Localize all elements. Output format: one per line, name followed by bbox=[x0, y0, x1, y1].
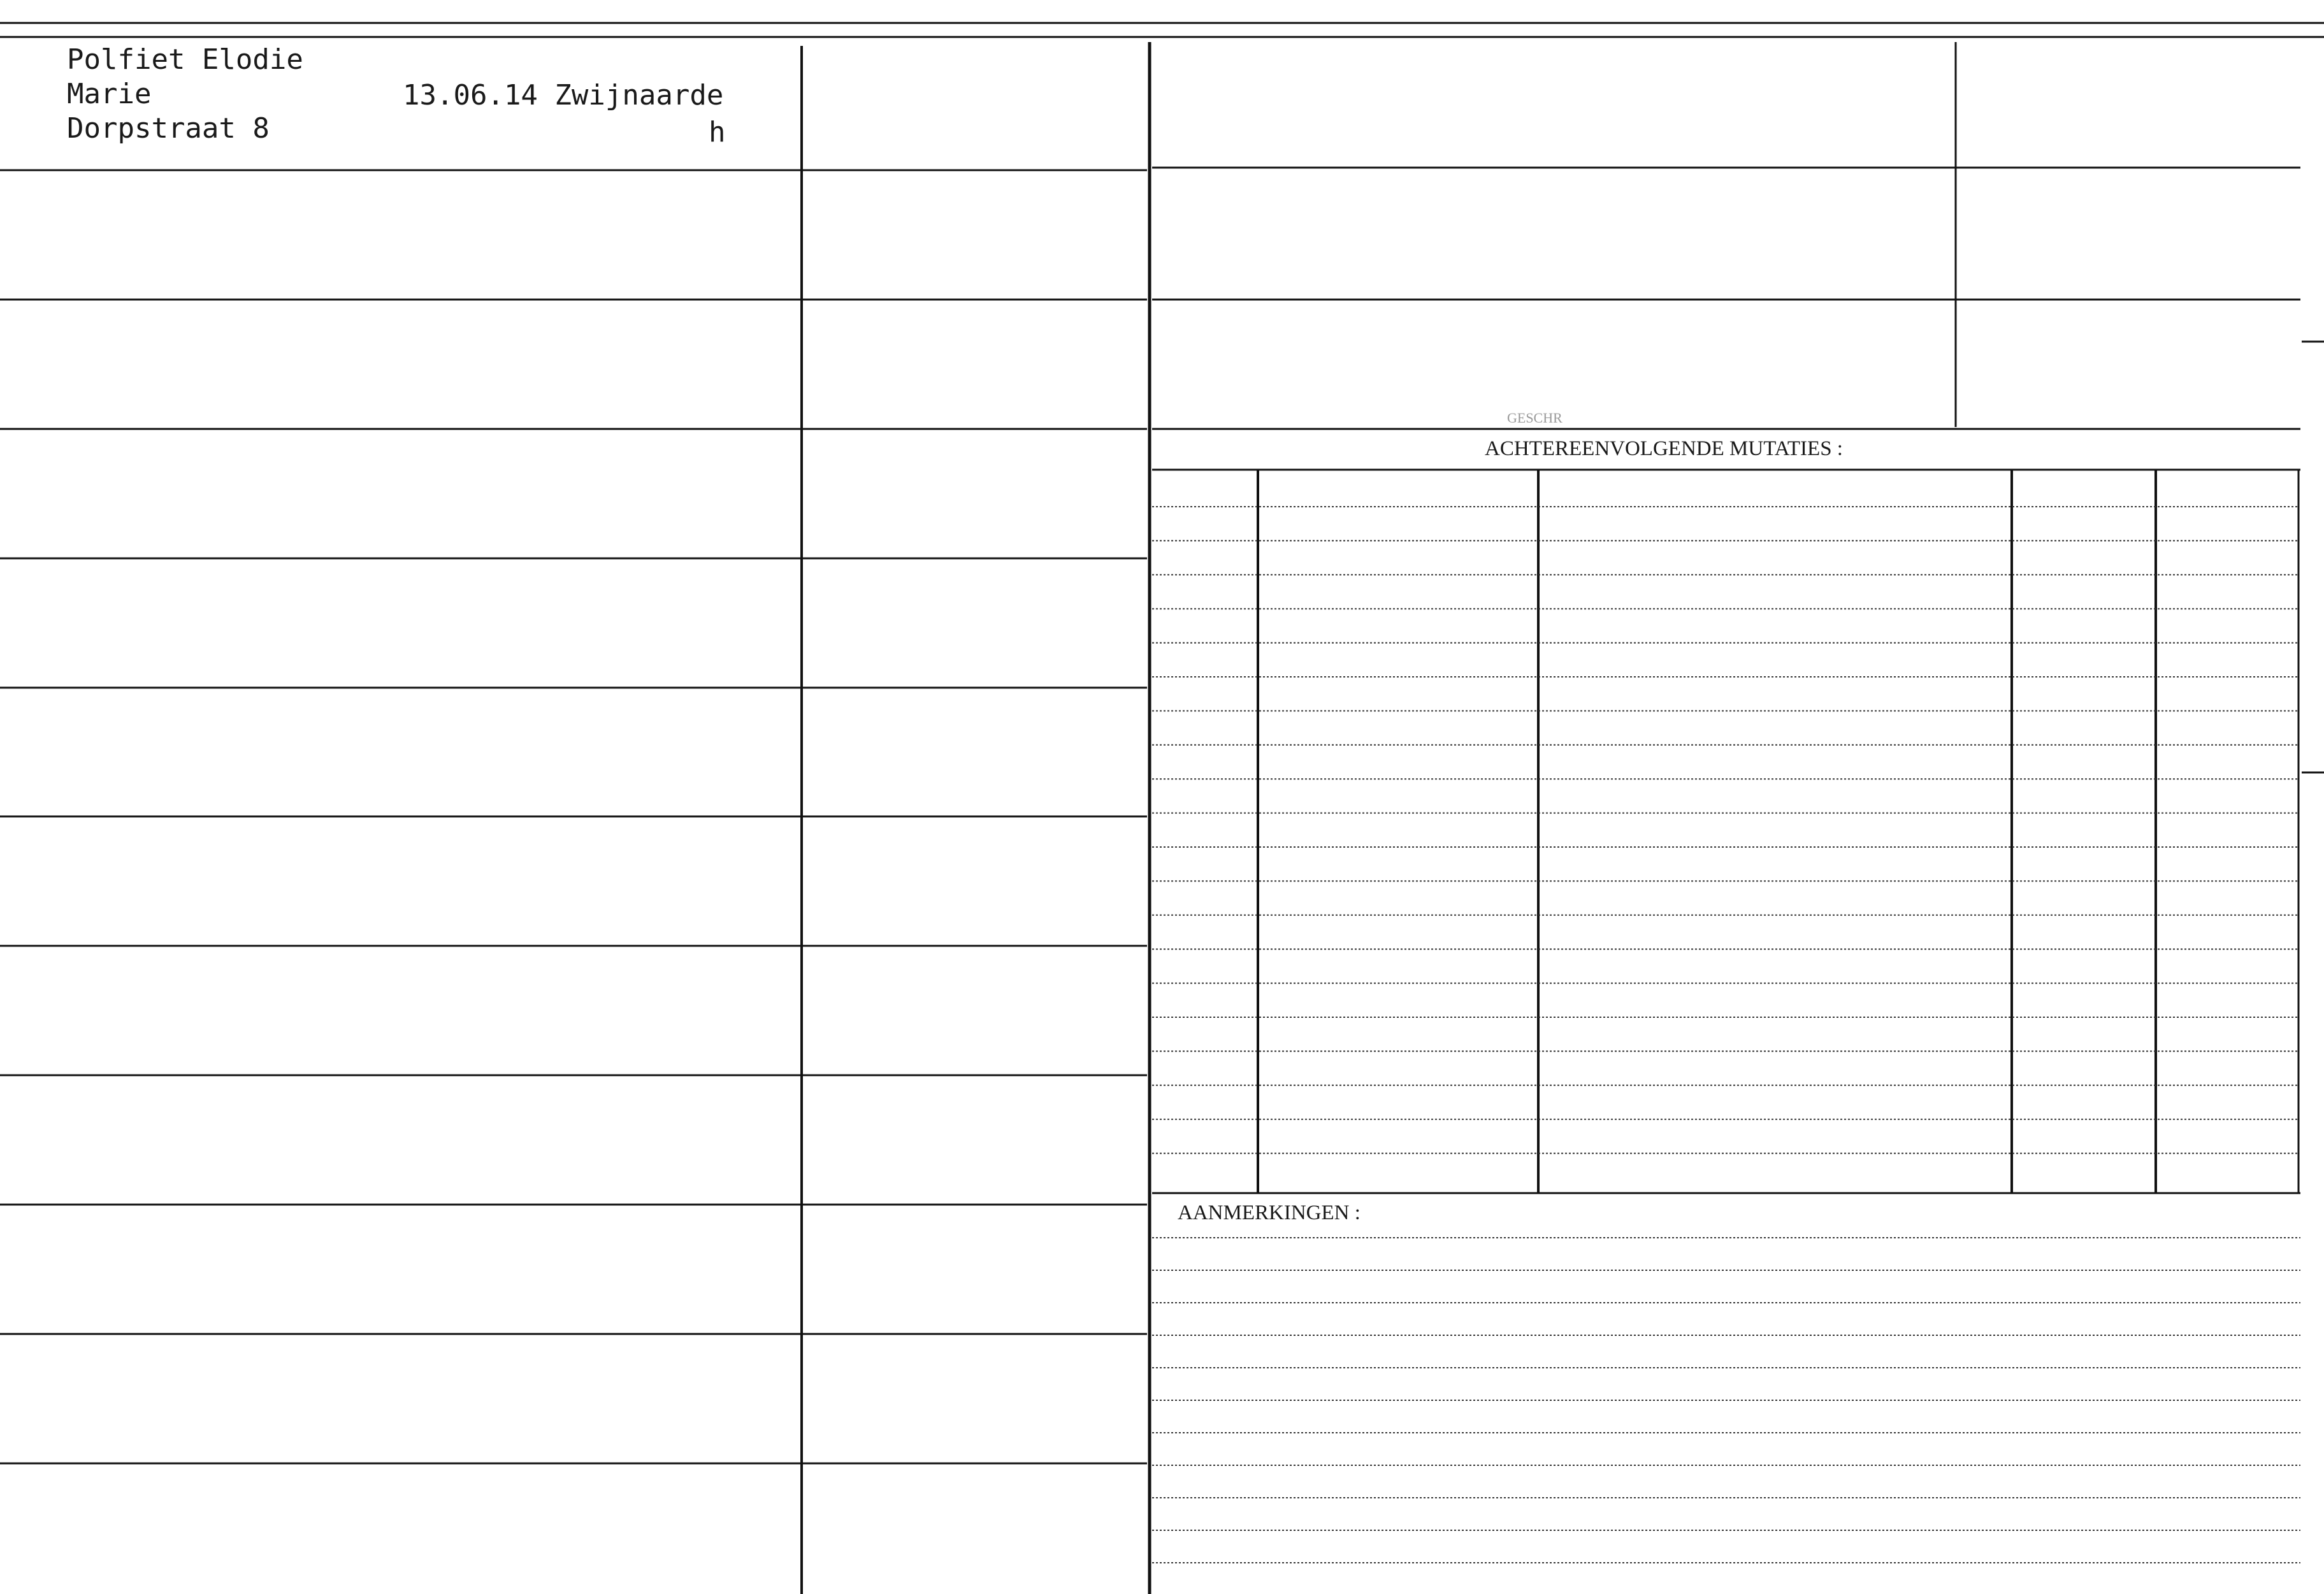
person-address: Dorpstraat 8 bbox=[67, 112, 270, 145]
mutations-header: ACHTEREENVOLGENDE MUTATIES : bbox=[1485, 437, 1843, 460]
person-name: Polfiet Elodie bbox=[67, 43, 303, 76]
birth-date-place: 13.06.14 Zwijnaarde bbox=[403, 79, 724, 112]
faded-stamp: GESCHR bbox=[1507, 410, 1563, 426]
remarks-header: AANMERKINGEN : bbox=[1178, 1201, 1360, 1224]
person-first-name: Marie bbox=[67, 78, 152, 110]
gender-marker: h bbox=[709, 116, 726, 149]
